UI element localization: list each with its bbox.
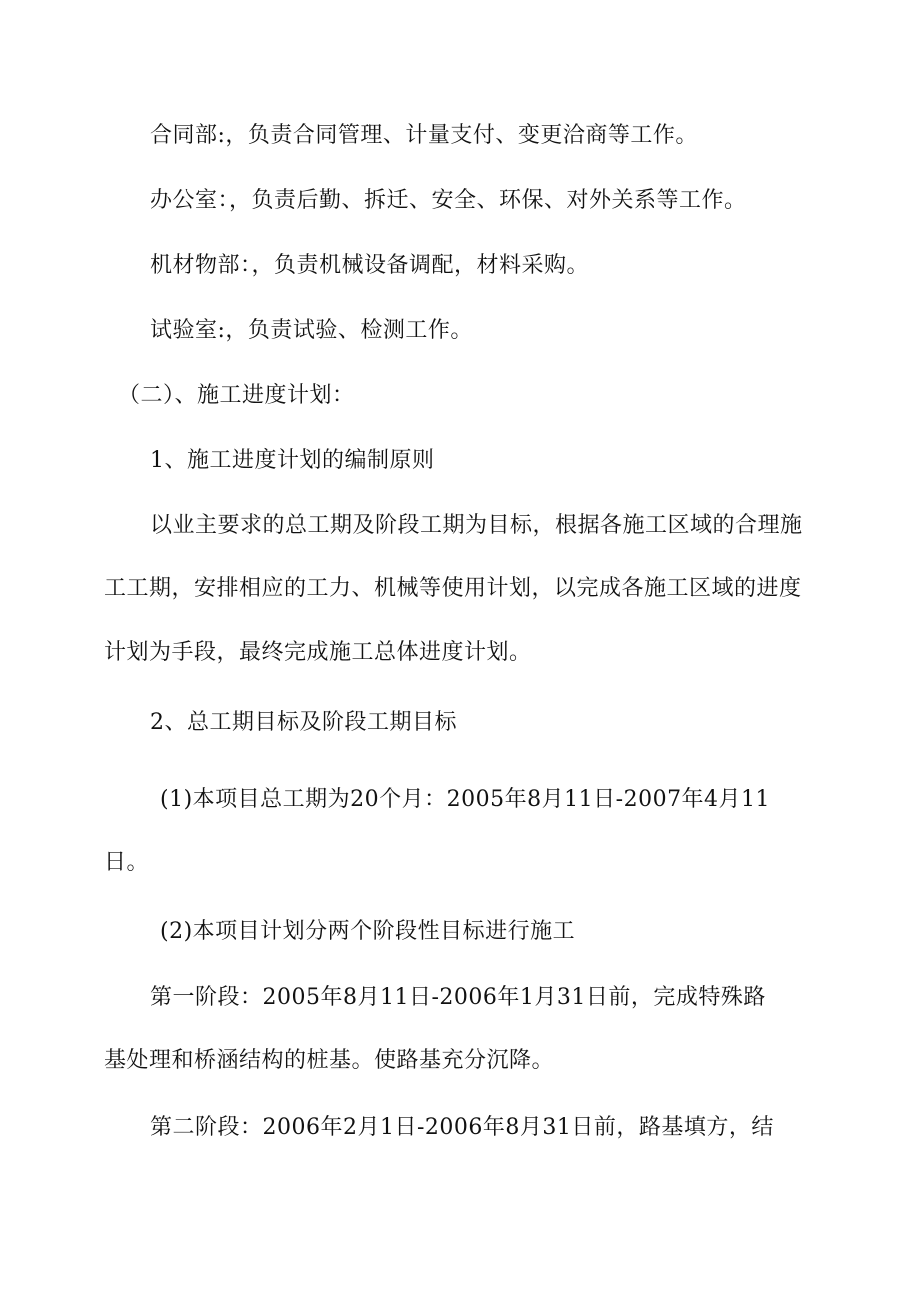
paragraph-materials-dept: 机材物部：，负责机械设备调配，材料采购。 bbox=[150, 253, 590, 278]
item-total-duration-line-1: (1)本项目总工期为20个月：2005年8月11日-2007年4月11 bbox=[160, 787, 771, 812]
paragraph-principles-line-2: 工工期，安排相应的工力、机械等使用计划，以完成各施工区域的进度 bbox=[104, 576, 802, 601]
paragraph-principles-line-1: 以业主要求的总工期及阶段工期为目标，根据各施工区域的合理施 bbox=[150, 513, 803, 538]
section-heading-schedule: （二）、施工进度计划： bbox=[118, 383, 355, 408]
paragraph-lab: 试验室:，负责试验、检测工作。 bbox=[150, 318, 473, 343]
paragraph-principles-line-3: 计划为手段，最终完成施工总体进度计划。 bbox=[104, 640, 532, 665]
item-total-duration-line-2: 日。 bbox=[104, 850, 150, 875]
paragraph-phase-one-line-2: 基处理和桥涵结构的桩基。使路基充分沉降。 bbox=[104, 1048, 555, 1073]
paragraph-phase-two-line-1: 第二阶段：2006年2月1日-2006年8月31日前，路基填方，结 bbox=[150, 1115, 774, 1140]
paragraph-contract-dept: 合同部:，负责合同管理、计量支付、变更洽商等工作。 bbox=[150, 123, 698, 148]
subheading-principles: 1、施工进度计划的编制原则 bbox=[150, 448, 435, 473]
paragraph-phase-one-line-1: 第一阶段：2005年8月11日-2006年1月31日前，完成特殊路 bbox=[150, 985, 766, 1010]
paragraph-office: 办公室：，负责后勤、拆迁、安全、环保、对外关系等工作。 bbox=[150, 188, 747, 213]
item-two-phases: (2)本项目计划分两个阶段性目标进行施工 bbox=[160, 919, 576, 944]
subheading-goals: 2、总工期目标及阶段工期目标 bbox=[150, 710, 457, 735]
